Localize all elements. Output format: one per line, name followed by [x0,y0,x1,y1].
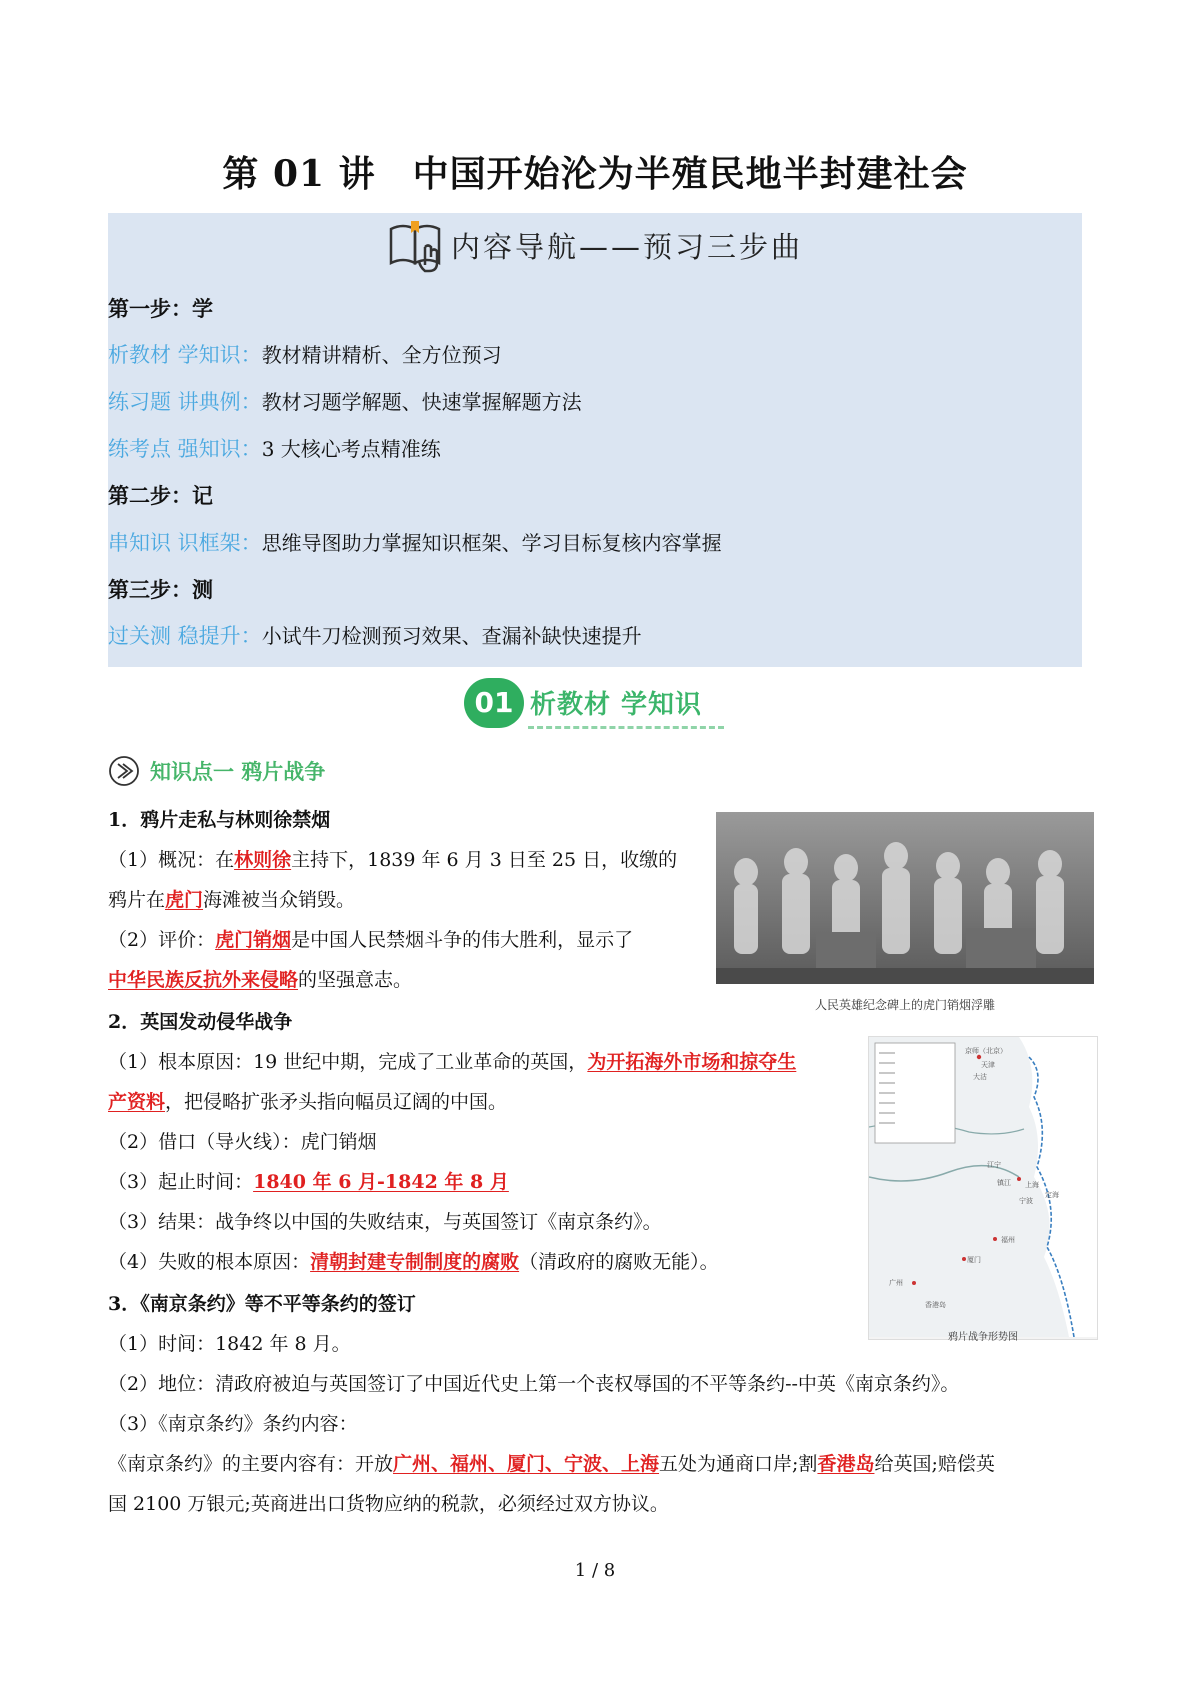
highlight: 虎门 [165,889,204,911]
paragraph: （1）时间：1842 年 8 月。 [108,1333,351,1355]
text: 鸦片在 [108,889,166,911]
map-label: 大沽 [973,1073,987,1081]
map-caption: 鸦片战争形势图 [948,1332,1018,1343]
page-number: 1 / 8 [574,1560,616,1581]
step-one-label: 第一步：学 [108,297,213,321]
highlight: 1840 年 6 月-1842 年 8 月 [253,1171,509,1193]
text: 五处为通商口岸;割 [659,1453,818,1475]
paragraph [108,1450,995,1478]
nav-row-text: 小试牛刀检测预习效果、查漏补缺快速提升 [261,624,642,648]
opium-war-map-image [868,1036,1098,1340]
relief-illustration [716,812,1094,984]
nav-row-text: 教材习题学解题、快速掌握解题方法 [261,390,582,414]
map-label: 定海 [1045,1191,1059,1199]
map-label: 镇江 [997,1179,1011,1187]
text: 《南京条约》的主要内容有：开放 [108,1453,394,1475]
paragraph [108,926,633,954]
highlight: 清朝封建专制制度的腐败 [310,1251,520,1273]
knowledge-point-heading [108,755,325,787]
text: （4）失败的根本原因： [108,1251,311,1273]
section-number: 01 [464,678,524,728]
circle-arrow-icon [108,755,140,787]
paragraph [108,1048,796,1076]
text: 海滩被当众销毁。 [203,889,356,911]
nav-row-3 [108,434,441,464]
knowledge-point-title: 知识点一 鸦片战争 [150,760,326,784]
highlight: 为开拓海外市场和掠夺生 [587,1051,797,1073]
heading-3: 3．《南京条约》等不平等条约的签订 [108,1293,416,1315]
paragraph: （3）《南京条约》条约内容： [108,1413,358,1435]
nav-row-1 [108,340,502,370]
paragraph [108,1248,719,1276]
text: （1）根本原因：19 世纪中期，完成了工业革命的英国， [108,1051,588,1073]
paragraph [108,1168,509,1196]
nav-heading-text: 内容导航——预习三步曲 [450,229,803,264]
map-label: 厦门 [967,1256,981,1264]
step-two-label: 第二步：记 [108,484,213,508]
highlight: 产资料 [108,1091,166,1113]
nav-row-keyword: 串知识 识框架： [108,531,262,555]
text: 的坚强意志。 [298,969,413,991]
paragraph: （3）结果：战争终以中国的失败结束，与英国签订《南京条约》。 [108,1211,662,1233]
highlight: 林则徐 [234,849,292,871]
paragraph: （2）借口（导火线）：虎门销烟 [108,1131,377,1153]
text: （1）概况：在 [108,849,235,871]
map-label: 福州 [1001,1236,1015,1244]
text: ，把侵略扩张矛头指向幅员辽阔的中国。 [165,1091,508,1113]
nav-row-keyword: 练考点 强知识： [108,437,262,461]
text: （清政府的腐败无能）。 [519,1251,719,1273]
map-illustration [869,1037,1098,1337]
map-label: 广州 [889,1279,903,1287]
highlight: 香港岛 [817,1453,875,1475]
section-underline [528,726,724,729]
paragraph [108,886,355,914]
heading-1: 1．鸦片走私与林则徐禁烟 [108,809,331,831]
nav-row-text: 3 大核心考点精准练 [261,437,441,461]
text: （3）起止时间： [108,1171,254,1193]
nav-row-text: 教材精讲精析、全方位预习 [261,343,502,367]
section-label: 析教材 学知识 [530,690,703,720]
nav-row-keyword: 练习题 讲典例： [108,390,262,414]
nav-row-keyword: 析教材 学知识： [108,343,262,367]
page-title: 第 01 讲 中国开始沦为半殖民地半封建社会 [222,153,968,195]
highlight: 虎门销烟 [215,929,292,951]
step-three-label: 第三步：测 [108,578,213,602]
map-label: 京师（北京） [965,1047,1007,1055]
nav-row-4 [108,528,722,558]
paragraph [108,846,677,874]
heading-2: 2．英国发动侵华战争 [108,1011,293,1033]
section-badge [464,678,724,732]
relief-caption: 人民英雄纪念碑上的虎门销烟浮雕 [814,998,995,1012]
relief-sculpture-image [716,812,1094,984]
map-label: 上海 [1025,1181,1039,1189]
paragraph [108,966,412,994]
map-label: 宁波 [1019,1197,1033,1205]
text: 主持下，1839 年 6 月 3 日至 25 日，收缴的 [291,849,678,871]
paragraph [108,1088,507,1116]
paragraph: 国 2100 万银元;英商进出口货物应纳的税款，必须经过双方协议。 [108,1493,669,1515]
nav-row-text: 思维导图助力掌握知识框架、学习目标复核内容掌握 [261,531,722,555]
text: 给英国;赔偿英 [874,1453,995,1475]
highlight: 广州、福州、厦门、宁波、上海 [393,1453,660,1475]
book-pointer-icon [387,217,447,273]
map-label: 香港岛 [925,1301,946,1309]
nav-row-2 [108,387,582,417]
nav-row-5 [108,621,642,651]
map-label: 天津 [981,1061,995,1069]
text: （2）评价： [108,929,216,951]
nav-row-keyword: 过关测 稳提升： [108,624,262,648]
nav-heading [108,217,1082,273]
highlight: 中华民族反抗外来侵略 [108,969,299,991]
paragraph: （2）地位：清政府被迫与英国签订了中国近代史上第一个丧权辱国的不平等条约--中英《南京条约》。 [108,1373,960,1395]
map-label: 江宁 [987,1161,1001,1169]
text: 是中国人民禁烟斗争的伟大胜利，显示了 [291,929,634,951]
